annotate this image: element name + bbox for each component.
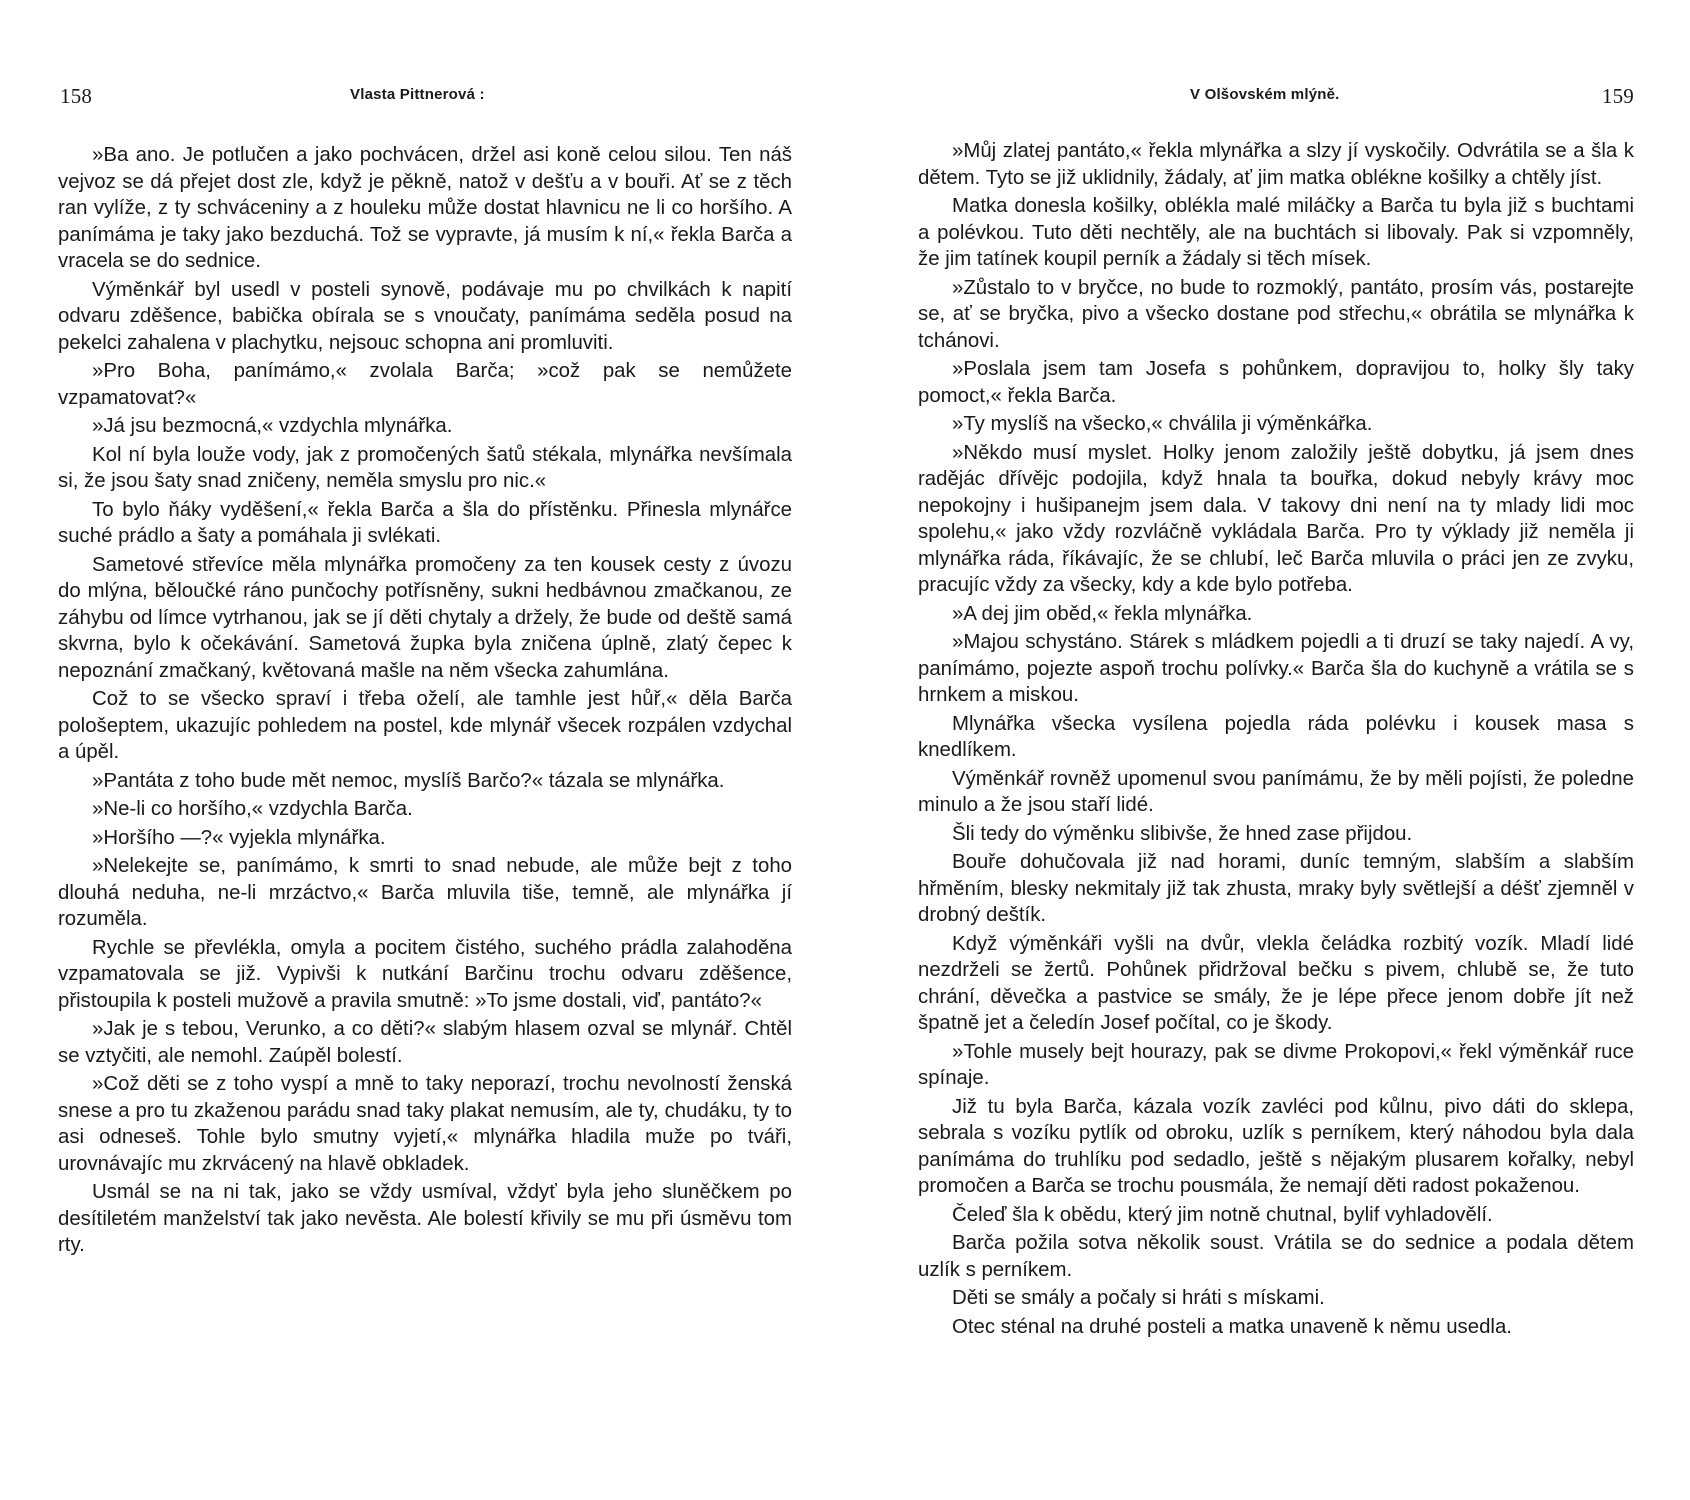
paragraph: »Jak je s tebou, Verunko, a co děti?« slabým hlasem ozval se mlynář. Chtěl se vztyčiti, ale nemohl. Zaúpěl bolestí. [58,1018,792,1067]
paragraph: Čeleď šla k obědu, který jim notně chutnal, bylif vyhladovělí. [952,1203,1493,1226]
paragraph: »Ba ano. Je potlučen a jako pochvácen, držel asi koně celou silou. Ten náš vejvoz se dá přejet dost zle, když je pěkně, natož v dešťu a v bouři. Ať se z těch ran vylíže, z ty schváceniny a z houleku může dostat hlavnicu ne li co horšího. A panímáma je taky jako bezduchá. Tož se vypravte, já musím k ní,« řekla Barča a vracela se do sednice. [58,144,792,272]
paragraph: »Můj zlatej pantáto,« řekla mlynářka a slzy jí vyskočily. Odvrátila se a šla k dětem. Tyto se již uklidnily, žádaly, ať jim matka oblékne košilky a chtěly jíst. [918,140,1634,189]
right-running-head: V Olšovském mlýně. [1190,86,1340,103]
paragraph: To bylo ňáky vyděšení,« řekla Barča a šla do přístěnku. Přinesla mlynářce suché prádlo a šaty a pomáhala ji svlékati. [58,498,792,547]
paragraph: »Majou schystáno. Stárek s mládkem pojedli a ti druzí se taky najedí. A vy, panímámo, pojezte aspoň trochu polívky.« Barča šla do kuchyně a vrátila se s hrnkem a miskou. [918,631,1634,706]
paragraph: Sametové střevíce měla mlynářka promočeny za ten kousek cesty z úvozu do mlýna, bělоučké ráno punčochy potřísněny, sukni hedbávnou zmačkanou, ze záhybu od límce vytrhanou, jak se jí děti chytaly a držely, že bude od deště samá skvrna, bylo k očekávání. Sametová župka byla zničena úplně, zlatý čepec k nepoznání zmačkaný, květovaná mašle na něm všecka zahumlána. [58,553,792,682]
paragraph: Mlynářka všecka vysílena pojedla ráda polévku i kousek masa s knedlíkem. [918,712,1634,761]
paragraph: Když výměnkáři vyšli na dvůr, vlekla čeládka rozbitý vozík. Mladí lidé nezdrželi se žertů. Pohůnek přidržoval bečku s pivem, chlubě se, že tuto chrání, děvečka a pastvice se smály, že je lépe přece jenom dobře jít než špatně jet a čeledín Josef počítal, co je škody. [918,932,1634,1034]
right-page [918,0,1634,1500]
paragraph: »Což děti se z toho vyspí a mně to taky neporazí, trochu nevolností ženská snese a pro tu zkaženou parádu snad taky plakat nemusím, ale ty, chudáku, ty to asi odneseš. Tohle bylo smutny vyjetí,« mlynářka hladila muže po tváři, urovnávajíc mu zkrvácený na hlavě obkladek. [58,1073,792,1175]
paragraph: »Pro Boha, panímámo,« zvolala Barča; »což pak se nemůžete vzpamatovat?« [58,360,792,409]
paragraph: »A dej jim oběd,« řekla mlynářka. [952,602,1253,625]
paragraph: Výměnkář rovněž upomenul svou panímámu, že by měli pojísti, že poledne minulo a že jsou staří lidé. [918,767,1634,816]
left-page-number: 158 [60,84,93,108]
paragraph: Bouře dohučovala již nad horami, duníc temným, slabším a slabším hřměním, blesky nekmitaly již tak zhusta, mraky byly světlejší a déšť zjemněl v drobný deštík. [918,851,1634,926]
right-page-body [918,138,1634,1342]
paragraph: »Nelekejte se, panímámo, k smrti to snad nebude, ale může bejt z toho dlouhá neduha, ne-li mrzáctvo,« Barča mluvila tiše, temně, ale mlynářka jí rozuměla. [58,855,792,930]
right-page-number: 159 [1601,84,1634,108]
paragraph: Barča požila sotva několik soust. Vrátila se do sednice a podala dětem uzlík s perníkem. [918,1232,1634,1281]
paragraph: Děti se smály a počaly si hráti s mískami. [952,1287,1325,1309]
left-running-head: Vlasta Pittnerová : [350,86,485,103]
paragraph: »Já jsu bezmocná,« vzdychla mlynářka. [92,415,453,437]
paragraph: Výměnkář byl usedl v posteli synově, podávaje mu po chvilkách k napití odvaru zděšence, babička obírala se s vnoučaty, panímáma seděla posud na pekelci zahalena v plachytku, nejsouc schopna ani promluviti. [58,278,792,354]
paragraph: »Někdo musí myslet. Holky jenom založily ještě dobytku, já jsem dnes radějác dřívějc podojila, když hnala ta bouřka, dokud nebyly krávy moc nepokojny i hušipanejm jsem dala. V takovy dni není na ty mlady lidi moc spolehu,« jako vždy rozvláčně vykládala Barča. Pro ty výklady již neměla ji mlynářka ráda, říkávajíc, že se chlubí, leč Barča mluvila o práci jen ze zvyku, pracujíc vždy za všecky, kdy a kde bylo potřeba. [918,441,1634,596]
paragraph: »Ne-li co horšího,« vzdychla Barča. [92,798,413,820]
paragraph: »Tohle musely bejt hourazy, pak se divme Prokopovi,« řekl výměnkář ruce spínaje. [918,1040,1634,1089]
left-page-body [58,142,792,1261]
paragraph: »Poslala jsem tam Josefa s pohůnkem, dopravijou to, holky šly taky pomoct,« řekla Barča. [918,358,1634,407]
paragraph: »Zůstalo to v bryčce, no bude to rozmoklý, pantáto, prosím vás, postarejte se, ať se bryčka, pivo a všecko dostane pod střechu,« obrátila se mlynářka k tchánovi. [918,276,1634,352]
left-page [38,0,798,1500]
right-page-header [918,80,1634,120]
paragraph: Otec sténal na druhé posteli a matka unaveně k němu usedla. [952,1315,1512,1338]
paragraph: Kol ní byla louže vody, jak z promočených šatů stékala, mlynářka nevšímala si, že jsou šaty snad zničeny, neměla smyslu pro nic.« [58,443,792,492]
paragraph: Již tu byla Barča, kázala vozík zavléci pod kůlnu, pivo dáti do sklepa, sebrala s vozíku pytlík od obroku, uzlík s perníkem, který náhodou byla dala panímáma do truhlíku pod sedadlo, ještě s nějakým plusarem kořalky, nebyl promočen a Barča se trochu pousmála, že nemají děti radost pokaženou. [918,1095,1634,1197]
paragraph: »Horšího —?« vyjekla mlynářka. [92,826,386,849]
paragraph: Rychle se převlékla, omyla a pocitem čistého, suchého prádla zalahoděna vzpamatovala se již. Vypivši k nutkání Barčinu trochu odvaru zděšence, přistoupila k posteli mužově a pravila smutně: »To jsme dostali, viď, pantáto?« [58,936,792,1012]
paragraph: Matka donesla košilky, oblékla malé miláčky a Barča tu byla již s buchtami a polévkou. Tuto děti nechtěly, ale na buchtách si libovaly. Pak si vzpomněly, že jim tatínek koupil perník a žádaly si těch mísek. [918,195,1634,270]
paragraph: Což to se všecko spraví i třeba oželí, ale tamhle jest hůř,« děla Barča pološeptem, ukazujíc pohledem na postel, kde mlynář všecek rozpálen vzdychal a úpěl. [58,688,792,763]
paragraph: »Pantáta z toho bude mět nemoc, myslíš Barčo?« tázala se mlynářka. [92,769,725,792]
paragraph: Usmál se na ni tak, jako se vždy usmíval, vždyť byla jeho sluněčkem po desítiletém manželství tak jako nevěsta. Ale bolestí křivily se mu při úsměvu tom rty. [58,1181,792,1256]
paragraph: Šli tedy do výměnku slibivše, že hned zase přijdou. [952,822,1413,845]
paragraph: »Ty myslíš na všecko,« chválila ji výměnkářka. [952,413,1373,435]
left-page-header [38,80,798,120]
